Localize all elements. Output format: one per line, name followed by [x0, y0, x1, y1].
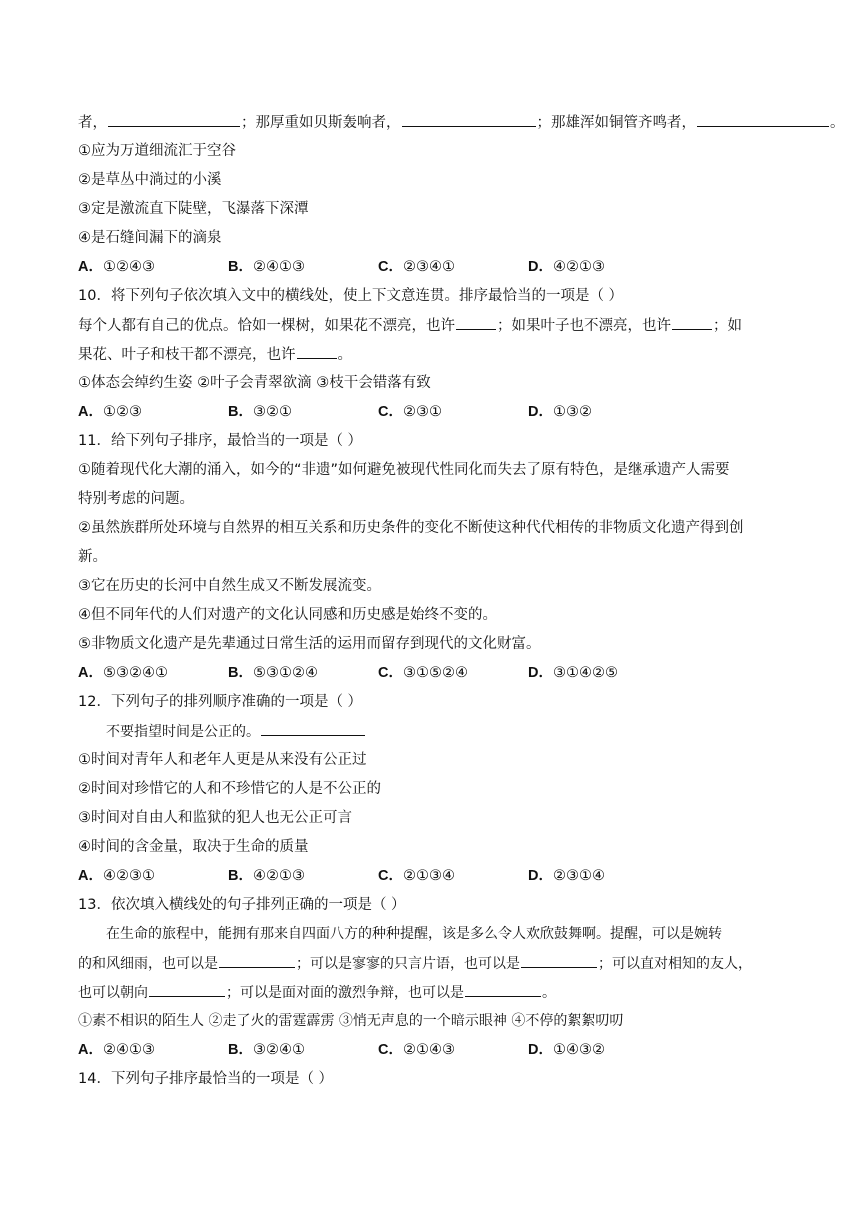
option-a[interactable]: A．②④①③	[78, 1042, 155, 1058]
q13-stem: 13．依次填入横线处的句子排列正确的一项是（ ）	[78, 897, 406, 913]
option-b[interactable]: B．⑤③①②④	[228, 665, 318, 681]
option-a[interactable]: A．⑤③②④①	[78, 665, 168, 681]
q9-item: ④是石缝间漏下的滴泉	[78, 230, 222, 246]
option-c[interactable]: C．②③④①	[378, 259, 455, 275]
answer-blank	[297, 344, 337, 359]
option-a[interactable]: A．①②③	[78, 404, 142, 420]
answer-blank	[261, 721, 365, 736]
q9-item: ③定是激流直下陡壁，飞瀑落下深潭	[78, 201, 309, 217]
q13-passage-line: 在生命的旅程中，能拥有那来自四面八方的种种提醒，该是多么令人欢欣鼓舞啊。提醒，可以是婉转	[106, 926, 722, 942]
q10-stem: 10．将下列句子依次填入文中的横线处，使上下文意连贯。排序最恰当的一项是（ ）	[78, 288, 624, 304]
option-a[interactable]: A．①②④③	[78, 259, 155, 275]
q11-sentence: 新。	[78, 549, 107, 565]
q12-item: ①时间对青年人和老年人更是从来没有公正过	[78, 752, 367, 768]
option-d[interactable]: D．①④③②	[528, 1042, 605, 1058]
q11-sentence: ①随着现代化大潮的涌入，如今的“非遗”如何避免被现代性同化而失去了原有特色，是继承遗产人需要	[78, 462, 730, 478]
answer-blank	[219, 953, 295, 968]
q12-item: ②时间对珍惜它的人和不珍惜它的人是不公正的	[78, 781, 381, 797]
option-b[interactable]: B．④②①③	[228, 868, 305, 884]
q13-passage-line: 的和风细雨，也可以是 ；可以是寥寥的只言片语，也可以是 ；可以直对相知的友人，	[78, 953, 752, 974]
answer-blank	[521, 953, 597, 968]
option-c[interactable]: C．③①⑤②④	[378, 665, 468, 681]
option-c[interactable]: C．②①③④	[378, 868, 455, 884]
option-c[interactable]: C．②①④③	[378, 1042, 455, 1058]
answer-blank	[149, 982, 225, 997]
q9-text: 者，	[78, 115, 107, 131]
answer-blank	[402, 112, 536, 127]
option-c[interactable]: C．②③①	[378, 404, 442, 420]
q9-text: ；那厚重如贝斯轰响者，	[241, 115, 401, 131]
q13-items: ①素不相识的陌生人 ②走了火的雷霆霹雳 ③悄无声息的一个暗示眼神 ④不停的絮絮叨叨	[78, 1013, 624, 1029]
q13-passage-line: 也可以朝向 ；可以是面对面的激烈争辩，也可以是 。	[78, 982, 556, 1003]
q9-continuation-line	[78, 112, 845, 133]
option-b[interactable]: B．③②④①	[228, 1042, 305, 1058]
answer-blank	[697, 112, 829, 127]
option-d[interactable]: D．③①④②⑤	[528, 665, 618, 681]
q9-item: ①应为万道细流汇于空谷	[78, 143, 236, 159]
q12-lead-line: 不要指望时间是公正的。	[106, 721, 366, 742]
option-d[interactable]: D．②③①④	[528, 868, 605, 884]
answer-blank	[465, 982, 541, 997]
answer-blank	[456, 315, 496, 330]
answer-blank	[672, 315, 712, 330]
q10-passage-line: 每个人都有自己的优点。恰如一棵树，如果花不漂亮，也许 ；如果叶子也不漂亮，也许 ；如	[78, 315, 742, 336]
q12-item: ③时间对自由人和监狱的犯人也无公正可言	[78, 810, 352, 826]
q10-items: ①体态会绰约生姿 ②叶子会青翠欲滴 ③枝干会错落有致	[78, 375, 431, 391]
q10-passage-line: 果花、叶子和枝干都不漂亮，也许 。	[78, 344, 352, 365]
option-a[interactable]: A．④②③①	[78, 868, 155, 884]
q11-stem: 11．给下列句子排序，最恰当的一项是（ ）	[78, 433, 363, 449]
q11-sentence: 特别考虑的问题。	[78, 491, 194, 507]
q9-item: ②是草丛中淌过的小溪	[78, 172, 222, 188]
option-b[interactable]: B．③②①	[228, 404, 292, 420]
q9-text: ；那雄浑如铜管齐鸣者，	[536, 115, 696, 131]
q11-sentence: ⑤非物质文化遗产是先辈通过日常生活的运用而留存到现代的文化财富。	[78, 636, 541, 652]
q12-item: ④时间的含金量，取决于生命的质量	[78, 839, 309, 855]
answer-blank	[108, 112, 240, 127]
q11-sentence: ②虽然族群所处环境与自然界的相互关系和历史条件的变化不断使这种代代相传的非物质文化遗产得到创	[78, 520, 744, 536]
q14-stem: 14．下列句子排序最恰当的一项是（ ）	[78, 1071, 334, 1087]
option-b[interactable]: B．②④①③	[228, 259, 305, 275]
q12-stem: 12．下列句子的排列顺序准确的一项是（ ）	[78, 694, 363, 710]
q11-sentence: ④但不同年代的人们对遗产的文化认同感和历史感是始终不变的。	[78, 607, 497, 623]
q9-text: 。	[830, 115, 845, 131]
option-d[interactable]: D．④②①③	[528, 259, 605, 275]
q11-sentence: ③它在历史的长河中自然生成又不断发展流变。	[78, 578, 381, 594]
option-d[interactable]: D．①③②	[528, 404, 592, 420]
